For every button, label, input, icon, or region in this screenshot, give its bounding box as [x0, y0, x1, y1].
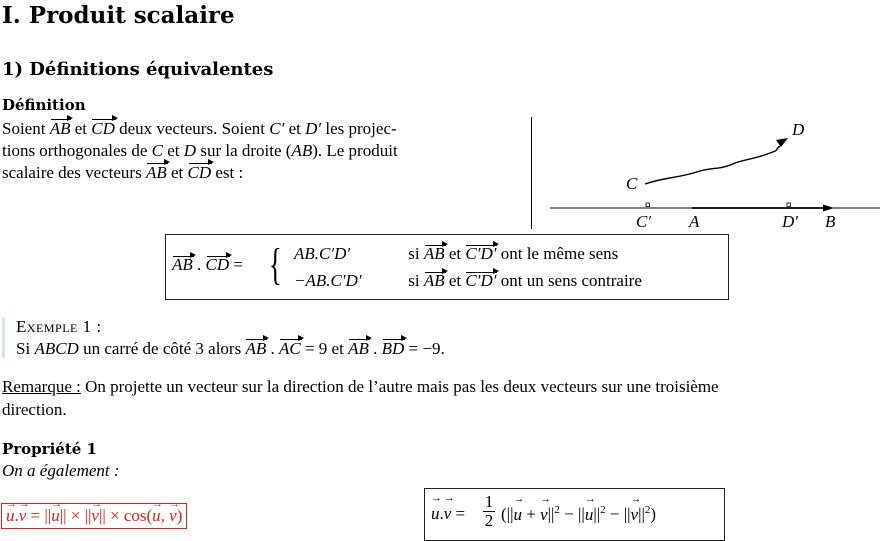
subsection-title: 1) Définitions équivalentes: [2, 59, 274, 80]
right-angle-c: [646, 203, 650, 207]
definition-heading: Définition: [2, 96, 86, 114]
right-angle-d: [787, 203, 791, 207]
label-a: A: [689, 212, 700, 231]
formula-case-1: AB.C′D′ si AB et C′D′ ont le même sens: [294, 244, 619, 263]
cosine-formula: u →.v → = ||u →|| × ||v →|| × cos(u →, v →): [1, 503, 187, 529]
label-d-prime: D′: [782, 212, 798, 231]
property-heading: Propriété 1: [2, 440, 97, 458]
example-quote-bar: [2, 318, 5, 358]
property-intro: On a également :: [2, 461, 120, 480]
remark: Remarque : On projette un vecteur sur la direction de l’autre mais pas les deux vecteurs sur une troisième: [2, 377, 719, 396]
example-text: Si ABCD un carré de côté 3 alors AB . AC = 9 et AB . BD = −9.: [16, 339, 445, 358]
definition-formula-box: [165, 234, 729, 300]
formula-case-2: −AB.C′D′ si AB et C′D′ ont un sens contraire: [294, 271, 642, 290]
label-b: B: [825, 212, 836, 231]
remark-label: Remarque :: [2, 377, 81, 396]
projection-figure: [540, 115, 890, 235]
definition-line-2: tions orthogonales de C et D sur la droite (AB). Le produit: [2, 141, 398, 160]
remark-line-2: direction.: [2, 400, 67, 419]
definition-body: [2, 118, 517, 184]
label-c: C: [626, 174, 638, 193]
definition-line-3: scalaire des vecteurs AB et CD est :: [2, 163, 244, 182]
label-d: D: [792, 120, 805, 139]
arrowhead-d: [776, 138, 788, 147]
formula-lhs: AB . CD =: [172, 255, 243, 274]
arrowhead-b: [823, 205, 834, 212]
example-title: Exemple 1 :: [16, 317, 102, 336]
separator-line: [531, 117, 532, 229]
label-c-prime: C′: [636, 212, 652, 231]
norm-formula: u →.v → = 1 2 (||u → + $v \to||^2 - ||u \to||^2 - ||v \to||^2$): [424, 488, 725, 541]
fraction-half: 1 2: [484, 492, 494, 530]
vector-cd: [645, 146, 780, 184]
section-title: I. Produit scalaire: [2, 2, 235, 29]
definition-line-1: Soient AB et CD deux vecteurs. Soient C′ et D′ les projec-: [2, 119, 397, 138]
formula-brace: {: [269, 240, 282, 289]
